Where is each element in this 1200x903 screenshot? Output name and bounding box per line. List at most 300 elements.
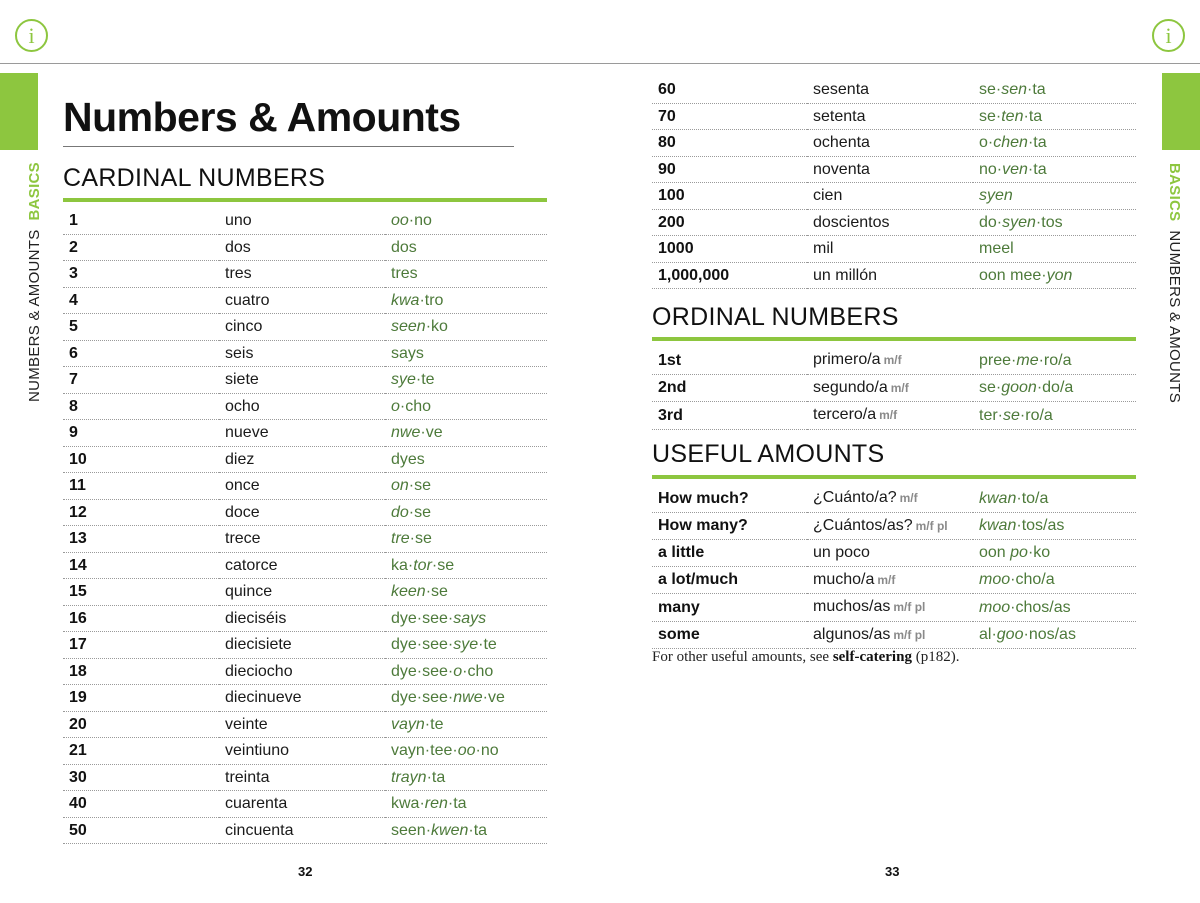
term-cell: 15 [63, 579, 219, 606]
pronunciation-cell [973, 512, 1136, 540]
spanish-word: cien [813, 187, 843, 204]
spanish-cell [219, 314, 385, 341]
term-cell: 19 [63, 685, 219, 712]
syllable: seen· [391, 821, 432, 839]
spanish-word: treinta [225, 768, 270, 786]
spanish-word: mucho/a [813, 570, 875, 588]
side-label-topic: NUMBERS & AMOUNTS [1166, 230, 1183, 404]
term-cell: 1000 [652, 236, 807, 263]
spanish-word: cuarenta [225, 795, 288, 812]
pronunciation-cell [385, 685, 547, 712]
pronunciation-cell [385, 340, 547, 367]
term-cell: 7 [63, 367, 219, 394]
table-row [652, 77, 1136, 103]
syllable: ·te [424, 715, 444, 733]
spanish-cell [807, 262, 973, 289]
side-label-left [26, 162, 43, 402]
table-row [652, 621, 1136, 649]
syllable: ka· [391, 556, 414, 574]
stressed-syllable: ten [1001, 107, 1024, 125]
pronunciation-cell [973, 183, 1136, 210]
pronunciation-cell [385, 526, 547, 553]
stressed-syllable: goo [996, 626, 1024, 643]
syllable: ·ta [426, 768, 446, 786]
table-row [63, 632, 547, 659]
term-cell: 50 [63, 817, 219, 844]
spanish-word: siete [225, 371, 259, 388]
pronunciation-cell [385, 552, 547, 579]
stressed-syllable: o [453, 662, 463, 680]
stressed-syllable: oo [391, 212, 409, 229]
stressed-syllable: se [1003, 406, 1020, 424]
spanish-cell [807, 103, 973, 130]
stressed-syllable: chen [993, 134, 1028, 151]
gender-tag: m/f [890, 380, 909, 395]
syllable: ·ve [482, 689, 505, 706]
term-cell: 40 [63, 791, 219, 818]
pronunciation-cell [973, 262, 1136, 289]
term-cell: a little [652, 540, 807, 567]
spanish-word: dieciséis [225, 609, 287, 627]
spanish-cell [807, 594, 973, 622]
page-number-right: 33 [885, 864, 900, 879]
spanish-cell [219, 420, 385, 447]
term-cell: 9 [63, 420, 219, 447]
syllable: dos [391, 238, 417, 256]
stressed-syllable: says [453, 609, 487, 627]
stressed-syllable: on [391, 477, 409, 494]
spanish-cell [219, 208, 385, 234]
ordinal-heading-bar [652, 337, 1136, 341]
table-row [652, 103, 1136, 130]
stressed-syllable: kwan [979, 489, 1017, 507]
pronunciation-cell [385, 420, 547, 447]
pronunciation-cell [973, 103, 1136, 130]
stressed-syllable: tre [391, 530, 410, 547]
stressed-syllable: syen [979, 187, 1013, 204]
spanish-word: ¿Cuánto/a? [813, 489, 897, 506]
term-cell: 3 [63, 261, 219, 288]
spanish-word: cinco [225, 318, 263, 335]
syllable: ·se [408, 477, 432, 494]
pronunciation-cell [973, 402, 1136, 430]
table-row [652, 512, 1136, 540]
syllable: ·cho/a [1010, 571, 1055, 588]
stressed-syllable: me [1016, 351, 1039, 369]
term-cell: How many? [652, 512, 807, 540]
term-cell: 2 [63, 234, 219, 261]
spanish-cell [219, 552, 385, 579]
spanish-cell [807, 236, 973, 263]
spanish-word: primero/a [813, 351, 881, 368]
table-row [63, 605, 547, 632]
term-cell: 30 [63, 764, 219, 791]
spanish-cell [807, 130, 973, 157]
pronunciation-cell [973, 594, 1136, 622]
term-cell: 1,000,000 [652, 262, 807, 289]
cardinal-numbers-table [63, 208, 547, 844]
stressed-syllable: o [391, 397, 400, 415]
spanish-cell [219, 658, 385, 685]
info-icon: i [1152, 19, 1185, 52]
stressed-syllable: seen [391, 318, 426, 335]
spanish-word: quince [225, 583, 273, 600]
spanish-word: diecinueve [225, 689, 302, 706]
table-row [652, 566, 1136, 594]
page-title: Numbers & Amounts [63, 94, 461, 140]
stressed-syllable: ven [1002, 160, 1028, 178]
term-cell: 11 [63, 473, 219, 500]
syllable: ·ta [1027, 134, 1047, 151]
syllable: ·no [475, 742, 499, 759]
spanish-word: doce [225, 503, 260, 521]
syllable: dye·see· [391, 609, 454, 627]
table-row [63, 526, 547, 553]
pronunciation-cell [385, 314, 547, 341]
syllable: dye·see· [391, 636, 454, 653]
syllable: tres [391, 265, 418, 282]
syllable: dye·see· [391, 689, 454, 706]
syllable: ·to/a [1016, 489, 1049, 507]
stressed-syllable: ren [424, 795, 448, 812]
spanish-cell [219, 632, 385, 659]
stressed-syllable: kwa [391, 291, 420, 309]
table-row [63, 234, 547, 261]
table-row [652, 540, 1136, 567]
side-label-section: BASICS [1166, 163, 1183, 222]
syllable: ·ve [420, 424, 443, 441]
table-row [63, 208, 547, 234]
term-cell: 3rd [652, 402, 807, 430]
pronunciation-cell [385, 605, 547, 632]
syllable: ·cho [462, 662, 494, 680]
gender-tag: m/f pl [915, 518, 948, 533]
spanish-word: veintiuno [225, 742, 290, 759]
spanish-cell [219, 234, 385, 261]
spanish-cell [807, 374, 973, 402]
stressed-syllable: po [1010, 544, 1028, 561]
pronunciation-cell [385, 287, 547, 314]
spanish-cell [219, 340, 385, 367]
table-row [63, 314, 547, 341]
pronunciation-cell [385, 393, 547, 420]
syllable: se· [979, 379, 1002, 396]
spanish-word: diez [225, 450, 255, 468]
term-cell: 1 [63, 208, 219, 234]
table-row [63, 420, 547, 447]
spanish-word: sesenta [813, 81, 870, 98]
header-divider [0, 63, 1200, 64]
spanish-word: cincuenta [225, 821, 294, 839]
table-row [63, 685, 547, 712]
term-cell: 5 [63, 314, 219, 341]
table-row [63, 658, 547, 685]
cardinal-numbers-heading: CARDINAL NUMBERS [63, 164, 326, 192]
pronunciation-cell [973, 374, 1136, 402]
side-label-section: BASICS [26, 162, 43, 221]
syllable: ter· [979, 406, 1003, 424]
spanish-cell [807, 566, 973, 594]
gender-tag: m/f [877, 572, 896, 587]
gender-tag: m/f [883, 353, 902, 367]
table-row [63, 367, 547, 394]
useful-amounts-heading: USEFUL AMOUNTS [652, 440, 885, 468]
syllable: ·ro/a [1019, 406, 1053, 424]
syllable: ·nos/as [1023, 626, 1076, 643]
spanish-cell [219, 393, 385, 420]
term-cell: 14 [63, 552, 219, 579]
syllable: se· [979, 107, 1002, 125]
table-row [63, 287, 547, 314]
spanish-cell [219, 579, 385, 606]
spanish-cell [219, 526, 385, 553]
note-page-ref: (p182). [911, 649, 960, 665]
stressed-syllable: do [391, 503, 409, 521]
pronunciation-cell [973, 236, 1136, 263]
term-cell: 100 [652, 183, 807, 210]
table-row [652, 485, 1136, 512]
spanish-word: tercero/a [813, 406, 877, 423]
pronunciation-cell [385, 632, 547, 659]
pronunciation-cell [973, 621, 1136, 649]
pronunciation-cell [973, 485, 1136, 512]
spanish-word: muchos/as [813, 598, 891, 615]
table-row [63, 817, 547, 844]
syllable: ·ta [1027, 81, 1046, 98]
term-cell: 70 [652, 103, 807, 130]
gender-tag: m/f pl [893, 627, 926, 642]
stressed-syllable: moo [979, 598, 1011, 616]
pronunciation-cell [385, 658, 547, 685]
table-row [63, 552, 547, 579]
syllable: oon [979, 544, 1011, 561]
table-row [63, 393, 547, 420]
spanish-word: noventa [813, 160, 870, 178]
term-cell: many [652, 594, 807, 622]
spanish-word: seis [225, 344, 254, 362]
stressed-syllable: sye [391, 371, 416, 388]
spanish-cell [807, 512, 973, 540]
table-row [652, 236, 1136, 263]
syllable: ·ta [1023, 107, 1043, 125]
pronunciation-cell [385, 764, 547, 791]
syllable: meel [979, 240, 1014, 257]
spanish-cell [807, 347, 973, 374]
spanish-cell [219, 817, 385, 844]
title-divider [63, 146, 514, 147]
table-row [652, 262, 1136, 289]
pronunciation-cell [973, 130, 1136, 157]
spanish-word: veinte [225, 715, 268, 733]
term-cell: 2nd [652, 374, 807, 402]
useful-amounts-table [652, 485, 1136, 649]
term-cell: 90 [652, 156, 807, 183]
syllable: ·chos/as [1010, 598, 1071, 616]
syllable: says [391, 344, 424, 362]
term-cell: 6 [63, 340, 219, 367]
stressed-syllable: kwan [979, 517, 1017, 534]
info-icon: i [15, 19, 48, 52]
pronunciation-cell [385, 579, 547, 606]
stressed-syllable: yon [1046, 266, 1073, 284]
spanish-word: dos [225, 238, 251, 256]
term-cell: 16 [63, 605, 219, 632]
syllable: do· [979, 213, 1003, 231]
spanish-word: uno [225, 212, 252, 229]
syllable: o· [979, 134, 994, 151]
table-row [63, 446, 547, 473]
spanish-word: mil [813, 240, 834, 257]
stressed-syllable: goon [1001, 379, 1037, 396]
syllable: ·te [478, 636, 497, 653]
syllable: se· [979, 81, 1002, 98]
table-row [63, 261, 547, 288]
term-cell: 10 [63, 446, 219, 473]
stressed-syllable: sye [453, 636, 479, 653]
syllable: dye·see· [391, 662, 454, 680]
stressed-syllable: kwen [431, 821, 469, 839]
spanish-word: ochenta [813, 134, 870, 151]
spanish-word: ocho [225, 397, 260, 415]
term-cell: 4 [63, 287, 219, 314]
syllable: ·se [408, 503, 432, 521]
ordinal-numbers-table [652, 347, 1136, 430]
gender-tag: m/f pl [893, 600, 926, 614]
syllable: ·ta [1027, 160, 1047, 178]
syllable: ·cho [399, 397, 432, 415]
spanish-cell [807, 77, 973, 103]
ordinal-numbers-heading: ORDINAL NUMBERS [652, 303, 899, 331]
pronunciation-cell [973, 77, 1136, 103]
pronunciation-cell [385, 738, 547, 765]
spanish-word: setenta [813, 107, 866, 125]
syllable: ·se [425, 583, 448, 600]
stressed-syllable: keen [391, 583, 426, 600]
pronunciation-cell [385, 261, 547, 288]
section-tab-right [1162, 73, 1200, 150]
spanish-cell [807, 183, 973, 210]
spanish-word: cuatro [225, 291, 270, 309]
spanish-cell [807, 209, 973, 236]
spanish-word: catorce [225, 556, 278, 574]
table-row [652, 347, 1136, 374]
syllable: ·ta [468, 821, 488, 839]
term-cell: 12 [63, 499, 219, 526]
stressed-syllable: nwe [391, 424, 421, 441]
stressed-syllable: trayn [391, 768, 427, 786]
amounts-heading-bar [652, 475, 1136, 479]
spanish-cell [219, 685, 385, 712]
pronunciation-cell [385, 234, 547, 261]
syllable: ·tro [419, 291, 444, 309]
table-row [652, 130, 1136, 157]
term-cell: 20 [63, 711, 219, 738]
spanish-word: tres [225, 265, 252, 282]
pronunciation-cell [973, 540, 1136, 567]
term-cell: 200 [652, 209, 807, 236]
spanish-cell [219, 367, 385, 394]
pronunciation-cell [385, 791, 547, 818]
spanish-word: once [225, 477, 260, 494]
spanish-cell [219, 711, 385, 738]
stressed-syllable: oo [457, 742, 476, 759]
spanish-word: dieciocho [225, 662, 293, 680]
stressed-syllable: tor [413, 556, 432, 574]
cross-reference-note [652, 649, 959, 666]
spanish-cell [807, 540, 973, 567]
syllable: ·tos [1035, 213, 1063, 231]
term-cell: 13 [63, 526, 219, 553]
spanish-cell [219, 473, 385, 500]
pronunciation-cell [973, 347, 1136, 374]
pronunciation-cell [973, 566, 1136, 594]
gender-tag: m/f [899, 491, 918, 505]
spanish-word: nueve [225, 424, 269, 441]
table-row [652, 374, 1136, 402]
syllable: ·se [431, 556, 455, 574]
syllable: kwa· [391, 795, 425, 812]
pronunciation-cell [973, 209, 1136, 236]
term-cell: How much? [652, 485, 807, 512]
syllable: pree· [979, 351, 1017, 369]
spanish-word: un poco [813, 544, 870, 561]
term-cell: some [652, 621, 807, 649]
pronunciation-cell [385, 367, 547, 394]
stressed-syllable: moo [979, 571, 1011, 588]
stressed-syllable: syen [1002, 213, 1036, 231]
spanish-cell [219, 261, 385, 288]
spanish-cell [219, 499, 385, 526]
pronunciation-cell [385, 473, 547, 500]
side-label-topic: NUMBERS & AMOUNTS [26, 229, 43, 403]
table-row [652, 402, 1136, 430]
syllable: vayn·tee· [391, 742, 458, 759]
stressed-syllable: vayn [391, 715, 425, 733]
pronunciation-cell [385, 817, 547, 844]
spanish-word: trece [225, 530, 261, 547]
term-cell: 8 [63, 393, 219, 420]
term-cell: 17 [63, 632, 219, 659]
gender-tag: m/f [879, 408, 898, 422]
spanish-word: diecisiete [225, 636, 292, 653]
spanish-word: algunos/as [813, 625, 891, 643]
pronunciation-cell [385, 446, 547, 473]
syllable: ·ko [1027, 544, 1051, 561]
table-row [63, 499, 547, 526]
syllable: ·ta [447, 795, 467, 812]
term-cell: 60 [652, 77, 807, 103]
table-row [63, 764, 547, 791]
spanish-cell [219, 764, 385, 791]
table-row [63, 738, 547, 765]
term-cell: 1st [652, 347, 807, 374]
syllable: al· [979, 626, 997, 643]
table-row [63, 711, 547, 738]
table-row [63, 473, 547, 500]
page-number-left: 32 [298, 864, 313, 879]
syllable: oon mee· [979, 266, 1047, 284]
spanish-word: un millón [813, 266, 878, 284]
pronunciation-cell [973, 156, 1136, 183]
syllable: ·ko [425, 318, 448, 335]
spanish-cell [807, 485, 973, 512]
syllable: ·te [415, 371, 435, 388]
note-link-self-catering[interactable]: self-catering [832, 649, 912, 665]
spanish-cell [219, 738, 385, 765]
stressed-syllable: nwe [453, 689, 483, 706]
pronunciation-cell [385, 499, 547, 526]
spanish-word: segundo/a [813, 378, 888, 396]
